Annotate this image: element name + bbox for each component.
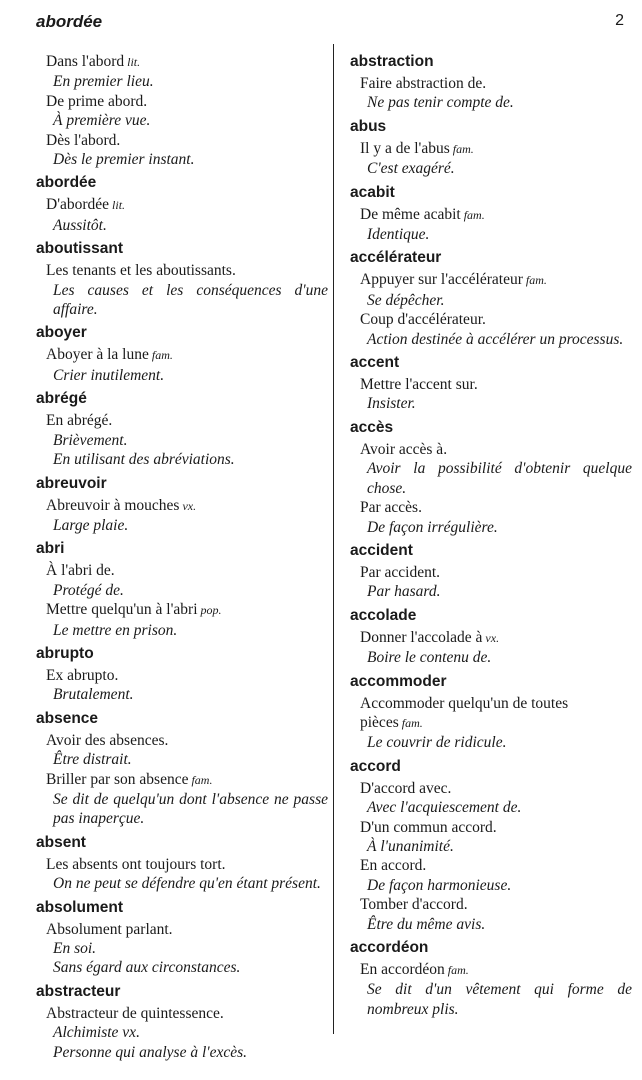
entry-expression — [36, 496, 328, 516]
usage-label: fam. — [447, 963, 469, 977]
entry-definition: À première vue. — [53, 112, 151, 130]
entry-definition: Alchimiste vx. — [53, 1024, 140, 1042]
dictionary-entry — [36, 709, 328, 829]
dictionary-entry — [350, 117, 632, 179]
dictionary-entry — [36, 982, 328, 1062]
expression-text: Donner l'accolade à — [360, 628, 483, 646]
dictionary-entry — [36, 474, 328, 536]
entry-headword: acabit — [350, 183, 395, 201]
entry-definition: Avec l'acquiescement de. — [367, 799, 522, 817]
usage-label: fam. — [525, 273, 547, 288]
entry-expression — [36, 1004, 328, 1023]
entry-definition: Brièvement. — [53, 431, 128, 449]
entry-headword: abordée — [36, 174, 97, 192]
dictionary-entry — [350, 757, 632, 934]
entry-expression — [350, 895, 632, 914]
entry-headword: accordéon — [350, 939, 429, 956]
expression-text: De même acabit — [360, 205, 461, 223]
entry-headword: accord — [350, 757, 401, 775]
entry-definition: De façon irrégulière. — [367, 518, 498, 536]
dictionary-entry — [350, 541, 632, 602]
usage-label: fam. — [151, 348, 173, 363]
entry-definition: Se dépêcher. — [367, 291, 445, 309]
entry-expression — [350, 694, 632, 734]
expression-text: Tomber d'accord. — [360, 896, 468, 914]
dictionary-entry — [36, 389, 328, 469]
dictionary-entry — [36, 539, 328, 640]
entry-headword: absolument — [36, 898, 123, 916]
entry-definition: Insister. — [367, 395, 416, 413]
entry-definition: Crier inutilement. — [53, 366, 165, 384]
entry-headword: abrégé — [36, 390, 87, 408]
dictionary-entry — [36, 898, 328, 978]
entry-definition: Brutalement. — [53, 686, 134, 704]
entry-definition: Le couvrir de ridicule. — [367, 734, 507, 752]
entry-expression — [350, 856, 632, 875]
dictionary-entry — [350, 52, 632, 113]
entry-expression — [350, 960, 632, 980]
expression-text: Mettre l'accent sur. — [360, 376, 478, 394]
entry-expression — [350, 440, 632, 459]
entry-expression — [350, 270, 632, 290]
entry-definition: Dès le premier instant. — [53, 151, 195, 169]
entry-definition: Se dit d'un vêtement qui forme de nombreux plis. — [367, 981, 632, 1018]
expression-text: Abreuvoir à mouches — [46, 496, 180, 514]
expression-text: Accommoder quelqu'un de toutes pièces — [360, 694, 569, 731]
entry-expression — [350, 628, 632, 648]
dictionary-entry — [350, 353, 632, 414]
entry-definition: Le mettre en prison. — [53, 621, 178, 639]
usage-label: lit. — [112, 198, 126, 213]
expression-text: Faire abstraction de. — [360, 75, 487, 92]
dictionary-entry — [350, 248, 632, 349]
usage-label: lit. — [127, 55, 141, 69]
usage-label: pop. — [200, 603, 222, 618]
entry-headword: abus — [350, 117, 387, 135]
entry-expression — [36, 600, 328, 620]
dictionary-entry — [36, 52, 328, 169]
expression-text: En abrégé. — [46, 412, 113, 430]
expression-text: Les absents ont toujours tort. — [46, 855, 226, 873]
left-column — [36, 52, 328, 1066]
entry-headword: aboutissant — [36, 240, 123, 258]
usage-label: fam. — [463, 207, 485, 222]
entry-headword: abrupto — [36, 644, 94, 662]
expression-text: Abstracteur de quintessence. — [46, 1004, 224, 1022]
dictionary-entry — [350, 606, 632, 668]
entry-definition: Sans égard aux circonstances. — [53, 959, 241, 977]
entry-headword: accolade — [350, 606, 417, 624]
entry-headword: abstraction — [350, 53, 434, 70]
entry-definition: Aussitôt. — [53, 216, 107, 234]
expression-text: En accordéon — [360, 961, 445, 978]
entry-headword: abstracteur — [36, 982, 121, 1000]
dictionary-entry — [350, 183, 632, 245]
entry-expression — [350, 779, 632, 798]
usage-label: vx. — [182, 498, 197, 513]
entry-expression — [36, 731, 328, 750]
expression-text: Avoir des absences. — [46, 731, 169, 749]
expression-text: Par accès. — [360, 499, 422, 517]
expression-text: Coup d'accélérateur. — [360, 311, 486, 329]
expression-text: Avoir accès à. — [360, 440, 448, 458]
entry-definition: On ne peut se défendre qu'en étant présent. — [53, 875, 321, 893]
entry-expression — [350, 818, 632, 837]
expression-text: Dès l'abord. — [46, 131, 121, 149]
entry-definition: Identique. — [367, 226, 430, 244]
expression-text: Aboyer à la lune — [46, 346, 149, 364]
expression-text: Par accident. — [360, 563, 441, 581]
entry-expression — [350, 310, 632, 329]
dictionary-entry — [36, 644, 328, 705]
entry-expression — [36, 770, 328, 790]
dictionary-entry — [36, 173, 328, 235]
entry-expression — [36, 855, 328, 874]
entry-definition: Large plaie. — [53, 516, 129, 534]
expression-text: D'un commun accord. — [360, 818, 497, 836]
entry-headword: accident — [350, 541, 413, 559]
dictionary-entry — [350, 672, 632, 753]
entry-expression — [36, 561, 328, 580]
expression-text: Les tenants et les aboutissants. — [46, 262, 236, 280]
dictionary-entry — [36, 833, 328, 894]
entry-expression — [350, 139, 632, 159]
expression-text: Ex abrupto. — [46, 666, 119, 684]
entry-expression — [350, 498, 632, 517]
entry-expression — [350, 74, 632, 93]
expression-text: À l'abri de. — [46, 562, 115, 580]
entry-expression — [350, 375, 632, 394]
usage-label: fam. — [452, 141, 474, 156]
entry-expression — [36, 666, 328, 685]
entry-definition: Action destinée à accélérer un processus. — [367, 330, 624, 348]
expression-text: De prime abord. — [46, 92, 148, 110]
expression-text: En accord. — [360, 857, 427, 875]
dictionary-entry — [36, 239, 328, 319]
entry-definition: Boire le contenu de. — [367, 649, 492, 667]
entry-headword: aboyer — [36, 324, 87, 342]
usage-label: vx. — [485, 630, 500, 645]
entry-definition: Être du même avis. — [367, 915, 486, 933]
entry-definition: C'est exagéré. — [367, 160, 455, 178]
entry-definition: Protégé de. — [53, 581, 124, 599]
dictionary-entry — [350, 938, 632, 1019]
entry-definition: En premier lieu. — [53, 73, 154, 91]
entry-definition: Personne qui analyse à l'excès. — [53, 1043, 247, 1061]
entry-headword: absent — [36, 833, 86, 851]
entry-definition: En soi. — [53, 940, 97, 957]
expression-text: Appuyer sur l'accélérateur — [360, 271, 523, 289]
entry-definition: Se dit de quelqu'un dont l'absence ne passe pas inaperçue. — [53, 790, 328, 828]
entry-definition: En utilisant des abréviations. — [53, 451, 235, 469]
entry-headword: abri — [36, 540, 65, 558]
entry-expression — [36, 131, 328, 150]
running-head: abordée — [36, 12, 103, 31]
entry-expression — [36, 920, 328, 939]
dictionary-entry — [350, 418, 632, 537]
right-column — [350, 52, 632, 1023]
entry-definition: Les causes et les conséquences d'une affaire. — [53, 281, 328, 319]
expression-text: D'abordée — [46, 196, 110, 214]
usage-label: fam. — [191, 772, 213, 787]
entry-expression — [350, 563, 632, 582]
entry-expression — [36, 195, 328, 215]
expression-text: Dans l'abord — [46, 53, 125, 70]
entry-headword: accent — [350, 354, 400, 372]
usage-label: fam. — [401, 715, 423, 730]
entry-definition: Ne pas tenir compte de. — [367, 94, 514, 112]
entry-expression — [36, 411, 328, 430]
expression-text: Briller par son absence — [46, 770, 189, 788]
expression-text: Il y a de l'abus — [360, 139, 450, 157]
entry-definition: À l'unanimité. — [367, 837, 454, 855]
entry-expression — [36, 345, 328, 365]
entry-definition: De façon harmonieuse. — [367, 876, 512, 894]
expression-text: Absolument parlant. — [46, 920, 173, 938]
entry-headword: accès — [350, 418, 394, 436]
entry-expression — [36, 92, 328, 111]
entry-headword: accélérateur — [350, 249, 442, 267]
entry-expression — [36, 52, 328, 72]
entry-expression — [350, 205, 632, 225]
entry-definition: Être distrait. — [53, 751, 132, 769]
entry-definition: Par hasard. — [367, 583, 441, 601]
entry-headword: absence — [36, 709, 99, 727]
entry-definition: Avoir la possibilité d'obtenir quelque chose. — [367, 460, 632, 497]
expression-text: D'accord avec. — [360, 779, 452, 797]
dictionary-entry — [36, 323, 328, 385]
expression-text: Mettre quelqu'un à l'abri — [46, 601, 198, 619]
column-divider — [333, 44, 334, 1034]
entry-headword: abreuvoir — [36, 474, 107, 492]
entry-headword: accommoder — [350, 672, 447, 690]
page-number: 2 — [615, 12, 624, 29]
entry-expression — [36, 261, 328, 280]
